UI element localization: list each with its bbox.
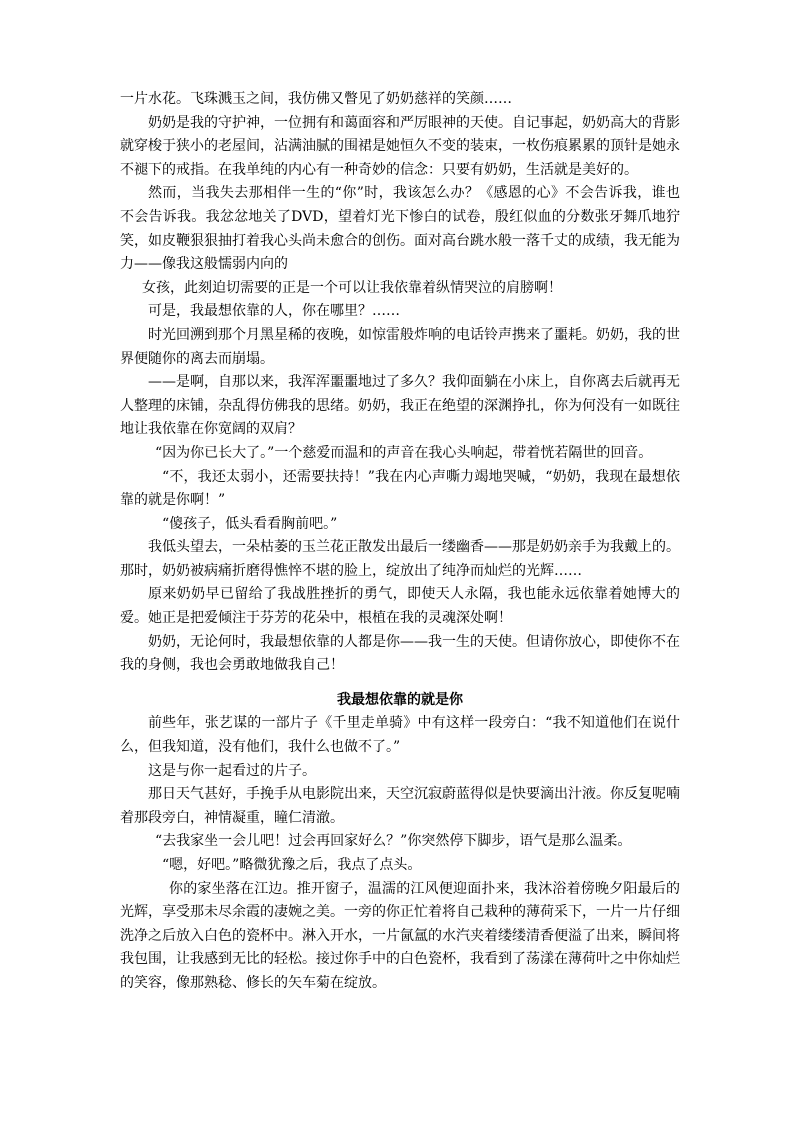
paragraph: 我低头望去，一朵枯萎的玉兰花正散发出最后一缕幽香——那是奶奶亲手为我戴上的。那时，奶奶被病痛折磨得憔悴不堪的脸上，绽放出了纯净而灿烂的光辉…… — [120, 539, 680, 579]
paragraph: 奶奶，无论何时，我最想依靠的人都是你——我一生的天使。但请你放心，即使你不在我的身侧，我也会勇敢地做我自己！ — [120, 633, 680, 674]
paragraph: 前些年，张艺谋的一部片子《千里走单骑》中有这样一段旁白：“我不知道他们在说什么，但我知道，没有他们，我什么也做不了。” — [120, 715, 680, 756]
section-title: 我最想依靠的就是你 — [337, 691, 463, 708]
paragraph: “因为你已长大了。”一个慈爱而温和的声音在我心头响起，带着恍若隔世的回音。 — [155, 444, 653, 461]
paragraph: 可是，我最想依靠的人，你在哪里？…… — [148, 303, 400, 320]
paragraph: 然而，当我失去那相伴一生的“你”时，我该怎么办？《感恩的心》不会告诉我，谁也不会告诉我。我忿忿地关了DVD，望着灯光下惨白的试卷，殷红似血的分数张牙舞爪地狞笑，如皮鞭狠狠抽打着我心头尚未愈合的创伤。面对高台跳水般一落千丈的成绩，我无能为力——像我这般懦弱内向的 — [120, 185, 680, 273]
paragraph: 你的家坐落在江边。推开窗子，温濡的江风便迎面扑来，我沐浴着傍晚夕阳最后的光辉，享受那未尽余霞的凄婉之美。一旁的你正忙着将自己栽种的薄荷采下，一片一片仔细洗净之后放入白色的瓷杯中。淋入开水，一片氤氲的水汽夹着缕缕清香便溢了出来，瞬间将我包围，让我感到无比的轻松。接过你手中的白色瓷杯，我看到了荡漾在薄荷叶之中你灿烂的笑容，像那熟稔、修长的矢车菊在绽放。 — [120, 880, 680, 991]
paragraph: 奶奶是我的守护神，一位拥有和蔼面容和严厉眼神的天使。自记事起，奶奶高大的背影就穿梭于狭小的老屋间，沾满油腻的围裙是她恒久不变的装束，一枚伤痕累累的顶针是她永不褪下的戒指。在我单纯的内心有一种奇妙的信念：只要有奶奶，生活就是美好的。 — [120, 114, 680, 178]
document-page — [120, 88, 680, 996]
paragraph: “傻孩子，低头看看胸前吧。” — [162, 515, 338, 532]
paragraph: “去我家坐一会儿吧！过会再回家好么？”你突然停下脚步，语气是那么温柔。 — [155, 833, 632, 850]
paragraph: 那日天气甚好，手挽手从电影院出来，天空沉寂蔚蓝得似是快要滴出汁液。你反复呢喃着那段旁白，神情凝重，瞳仁清澈。 — [120, 786, 680, 826]
paragraph: 时光回溯到那个月黑星稀的夜晚，如惊雷般炸响的电话铃声携来了噩耗。奶奶，我的世界便随你的离去而崩塌。 — [120, 326, 680, 367]
paragraph: 一片水花。飞珠溅玉之间，我仿佛又瞥见了奶奶慈祥的笑颜…… — [120, 91, 512, 107]
paragraph: “嗯，好吧。”略微犹豫之后，我点了点头。 — [162, 857, 422, 873]
paragraph: ——是啊，自那以来，我浑浑噩噩地过了多久？我仰面躺在小床上，自你离去后就再无人整理的床铺，杂乱得仿佛我的思绪。奶奶，我正在绝望的深渊挣扎，你为何没有一如既往地让我依靠在你宽阔的双肩？ — [120, 374, 680, 438]
paragraph: “不，我还太弱小，还需要扶持！”我在内心声嘶力竭地哭喊，“奶奶，我现在最想依靠的就是你啊！” — [120, 468, 680, 509]
paragraph: 这是与你一起看过的片子。 — [148, 762, 316, 779]
paragraph: 原来奶奶早已留给了我战胜挫折的勇气，即使天人永隔，我也能永远依靠着她博大的爱。她正是把爱倾注于芬芳的花朵中，根植在我的灵魂深处啊！ — [120, 586, 680, 627]
paragraph: 女孩，此刻迫切需要的正是一个可以让我依靠着纵情哭泣的肩膀啊！ — [142, 279, 562, 296]
